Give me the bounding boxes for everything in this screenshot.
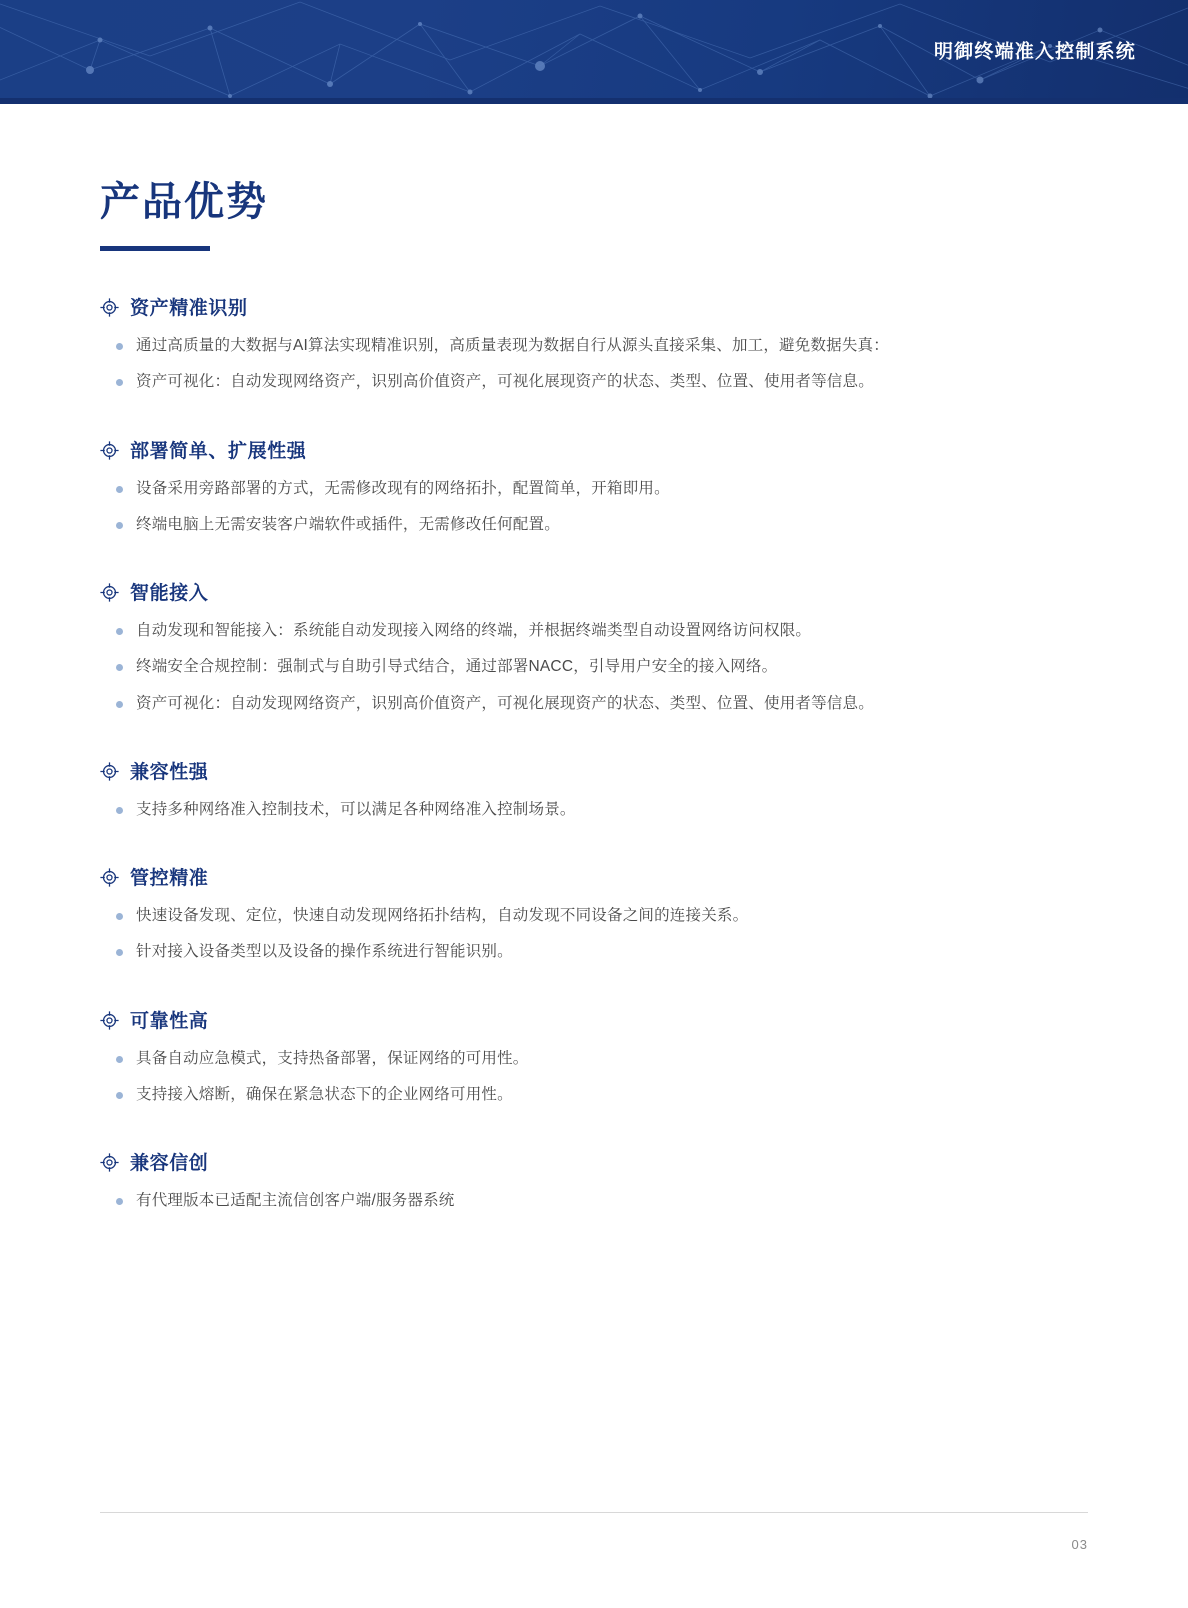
section-header [100, 578, 1088, 605]
page-header [0, 0, 1188, 104]
bullet-list [100, 334, 1088, 394]
section-title: 资产精准识别 [130, 298, 248, 319]
page-footer [100, 1512, 1088, 1552]
page-number: 03 [1071, 1537, 1088, 1552]
list-item: 资产可视化：自动发现网络资产，识别高价值资产，可视化展现资产的状态、类型、位置、使用者等信息。 [100, 692, 1088, 715]
advantage-section [100, 757, 1088, 821]
target-crosshair-icon [100, 441, 119, 460]
bullet-list [100, 904, 1088, 964]
bullet-list [100, 619, 1088, 715]
footer-divider [100, 1512, 1088, 1513]
section-header [100, 1148, 1088, 1175]
section-title: 兼容信创 [130, 1153, 209, 1174]
section-header [100, 293, 1088, 320]
list-item: 有代理版本已适配主流信创客户端/服务器系统 [100, 1189, 1088, 1212]
list-item: 终端电脑上无需安装客户端软件或插件，无需修改任何配置。 [100, 513, 1088, 536]
advantage-section [100, 578, 1088, 715]
list-item: 针对接入设备类型以及设备的操作系统进行智能识别。 [100, 940, 1088, 963]
section-title: 管控精准 [130, 868, 209, 889]
section-header [100, 757, 1088, 784]
advantage-section [100, 1148, 1088, 1212]
target-crosshair-icon [100, 583, 119, 602]
section-title: 兼容性强 [130, 761, 209, 783]
page-content [0, 180, 1188, 1212]
advantage-section [100, 1006, 1088, 1107]
section-header [100, 1006, 1088, 1033]
list-item: 支持接入熔断，确保在紧急状态下的企业网络可用性。 [100, 1083, 1088, 1106]
header-bottom-strip [0, 98, 1188, 104]
section-title: 智能接入 [130, 583, 209, 604]
section-header [100, 863, 1088, 890]
list-item: 资产可视化：自动发现网络资产，识别高价值资产，可视化展现资产的状态、类型、位置、使用者等信息。 [100, 370, 1088, 393]
list-item: 设备采用旁路部署的方式，无需修改现有的网络拓扑，配置简单，开箱即用。 [100, 477, 1088, 500]
bullet-list [100, 1189, 1088, 1212]
section-header [100, 436, 1088, 463]
advantage-section [100, 436, 1088, 537]
section-title: 可靠性高 [130, 1010, 209, 1032]
header-title: 明御终端准入控制系统 [933, 41, 1136, 63]
target-crosshair-icon [100, 1011, 119, 1030]
target-crosshair-icon [100, 1153, 119, 1172]
list-item: 通过高质量的大数据与AI算法实现精准识别，高质量表现为数据自行从源头直接采集、加工，避免数据失真： [100, 334, 1088, 357]
bullet-list [100, 477, 1088, 537]
list-item: 具备自动应急模式，支持热备部署，保证网络的可用性。 [100, 1047, 1088, 1070]
target-crosshair-icon [100, 298, 119, 317]
title-underline [100, 246, 210, 251]
list-item: 支持多种网络准入控制技术，可以满足各种网络准入控制场景。 [100, 798, 1088, 821]
advantage-section [100, 863, 1088, 964]
page-title: 产品优势 [100, 180, 268, 224]
list-item: 自动发现和智能接入：系统能自动发现接入网络的终端，并根据终端类型自动设置网络访问权限。 [100, 619, 1088, 642]
list-item: 快速设备发现、定位，快速自动发现网络拓扑结构，自动发现不同设备之间的连接关系。 [100, 904, 1088, 927]
target-crosshair-icon [100, 868, 119, 887]
list-item: 终端安全合规控制：强制式与自助引导式结合，通过部署NACC，引导用户安全的接入网络。 [100, 655, 1088, 678]
bullet-list [100, 1047, 1088, 1107]
bullet-list [100, 798, 1088, 821]
target-crosshair-icon [100, 762, 119, 781]
advantage-section [100, 293, 1088, 394]
section-title: 部署简单、扩展性强 [130, 440, 307, 462]
